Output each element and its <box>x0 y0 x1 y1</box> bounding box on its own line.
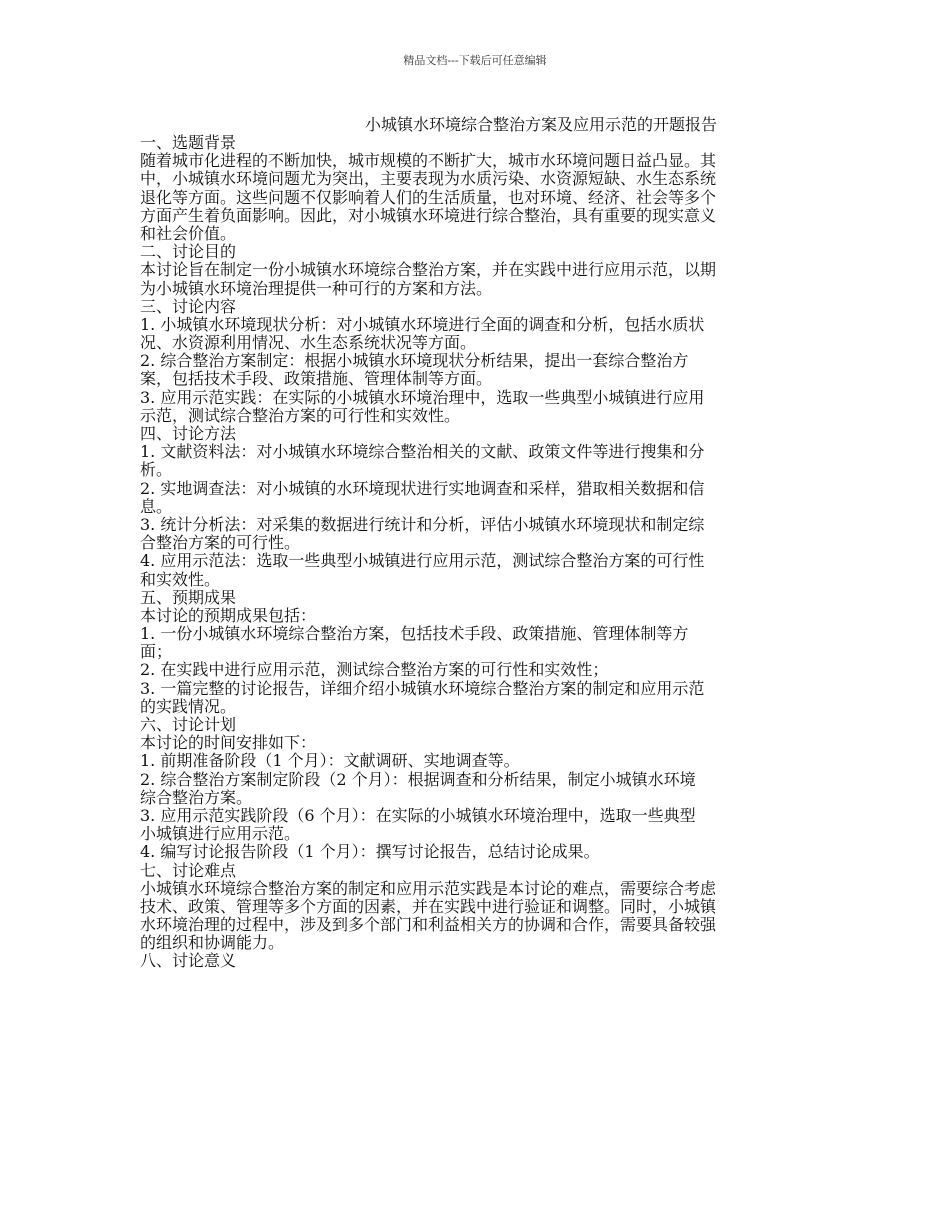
paragraph-line: 3. 一篇完整的讨论报告，详细介绍小城镇水环境综合整治方案的制定和应用示范 <box>140 678 705 698</box>
section-heading: 四、讨论方法 <box>140 424 237 443</box>
paragraph-line: 析。 <box>140 460 173 480</box>
section-heading: 七、讨论难点 <box>140 860 237 880</box>
paragraph-line: 技术、政策、管理等多个方面的因素，并在实践中进行验证和调整。同时，小城镇 <box>140 896 717 916</box>
document-body <box>140 134 820 971</box>
paragraph-line: 4. 编写讨论报告阶段（1 个月）：撰写讨论报告，总结讨论成果。 <box>140 842 600 862</box>
paragraph-line: 2. 综合整治方案制定：根据小城镇水环境现状分析结果，提出一套综合整治方 <box>140 351 689 371</box>
paragraph-line: 2. 综合整治方案制定阶段（2 个月）：根据调查和分析结果，制定小城镇水环境 <box>140 769 696 789</box>
paragraph-line: 2. 在实践中进行应用示范，测试综合整治方案的可行性和实效性； <box>140 660 609 680</box>
section-heading: 三、讨论内容 <box>140 296 237 316</box>
paragraph-line: 综合整治方案。 <box>140 787 253 807</box>
paragraph-line: 3. 应用示范实践阶段（6 个月）：在实际的小城镇水环境治理中，选取一些典型 <box>140 805 696 825</box>
section-heading: 二、讨论目的 <box>140 242 237 262</box>
section-heading: 六、讨论计划 <box>140 715 237 734</box>
paragraph-line: 1. 小城镇水环境现状分析：对小城镇水环境进行全面的调查和分析，包括水质状 <box>140 314 705 334</box>
paragraph-line: 1. 一份小城镇水环境综合整治方案，包括技术手段、政策措施、管理体制等方 <box>140 624 689 644</box>
paragraph-line: 案，包括技术手段、政策措施、管理体制等方面。 <box>140 369 493 389</box>
paragraph-line: 3. 应用示范实践：在实际的小城镇水环境治理中，选取一些典型小城镇进行应用 <box>140 387 705 407</box>
section-heading: 八、讨论意义 <box>140 951 237 971</box>
paragraph-line: 息。 <box>140 496 173 516</box>
paragraph-line: 本讨论旨在制定一份小城镇水环境综合整治方案，并在实践中进行应用示范，以期 <box>140 260 717 280</box>
paragraph-line: 小城镇进行应用示范。 <box>140 824 301 844</box>
paragraph-line: 面； <box>140 642 173 662</box>
section-heading: 一、选题背景 <box>140 133 237 152</box>
paragraph-line: 随着城市化进程的不断加快，城市规模的不断扩大，城市水环境问题日益凸显。其 <box>140 151 717 171</box>
paragraph-line: 1. 文献资料法：对小城镇水环境综合整治相关的文献、政策文件等进行搜集和分 <box>140 442 705 462</box>
paragraph-line: 合整治方案的可行性。 <box>140 533 301 553</box>
paragraph-line: 本讨论的时间安排如下： <box>140 733 317 753</box>
paragraph-line: 方面产生着负面影响。因此，对小城镇水环境进行综合整治，具有重要的现实意义 <box>140 205 717 225</box>
paragraph-line: 的实践情况。 <box>140 696 237 716</box>
paragraph-line: 小城镇水环境综合整治方案的制定和应用示范实践是本讨论的难点，需要综合考虑 <box>140 878 717 898</box>
paragraph-line: 退化等方面。这些问题不仅影响着人们的生活质量，也对环境、经济、社会等多个 <box>140 187 717 207</box>
page-header-watermark: 精品文档---下载后可任意编辑 <box>403 54 547 67</box>
section-heading: 五、预期成果 <box>140 587 237 607</box>
paragraph-line: 示范，测试综合整治方案的可行性和实效性。 <box>140 405 461 425</box>
paragraph-line: 1. 前期准备阶段（1 个月）：文献调研、实地调查等。 <box>140 751 520 771</box>
paragraph-line: 4. 应用示范法：选取一些典型小城镇进行应用示范，测试综合整治方案的可行性 <box>140 551 705 571</box>
paragraph-line: 2. 实地调查法：对小城镇的水环境现状进行实地调查和采样，猎取相关数据和信 <box>140 478 705 498</box>
paragraph-line: 的组织和协调能力。 <box>140 933 285 953</box>
document-title: 小城镇水环境综合整治方案及应用示范的开题报告 <box>365 115 718 134</box>
paragraph-line: 3. 统计分析法：对采集的数据进行统计和分析，评估小城镇水环境现状和制定综 <box>140 514 705 534</box>
paragraph-line: 本讨论的预期成果包括： <box>140 605 317 625</box>
paragraph-line: 和社会价值。 <box>140 223 237 243</box>
paragraph-line: 和实效性。 <box>140 569 221 589</box>
paragraph-line: 中，小城镇水环境问题尤为突出，主要表现为水质污染、水资源短缺、水生态系统 <box>140 169 717 189</box>
paragraph-line: 水环境治理的过程中，涉及到多个部门和利益相关方的协调和合作，需要具备较强 <box>140 915 717 935</box>
paragraph-line: 为小城镇水环境治理提供一种可行的方案和方法。 <box>140 278 493 298</box>
paragraph-line: 况、水资源利用情况、水生态系统状况等方面。 <box>140 333 477 353</box>
